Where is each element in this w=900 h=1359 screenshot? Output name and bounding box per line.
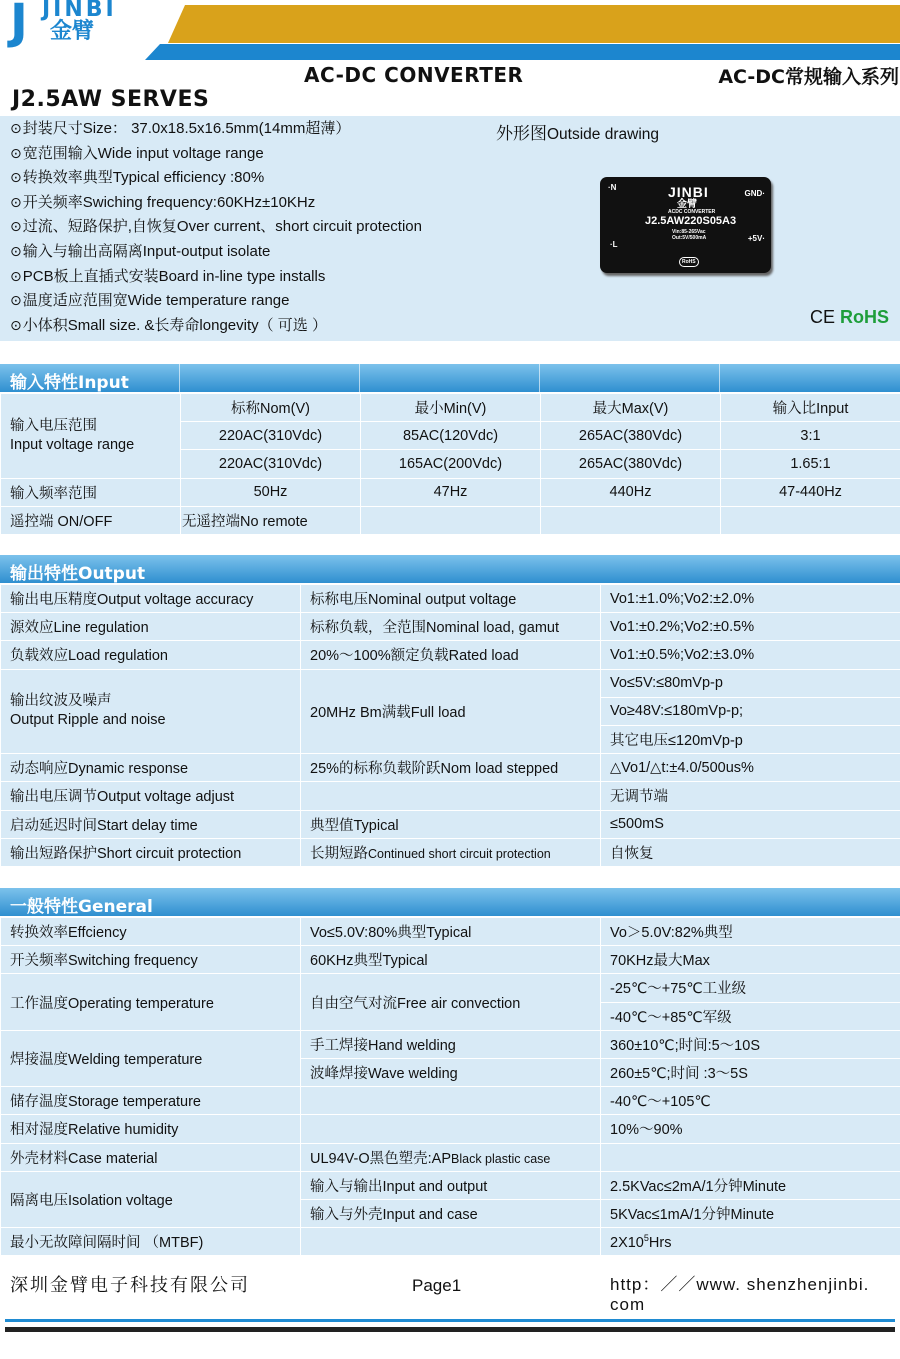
- table-cell: Vo1:±0.2%;Vo2:±0.5%: [601, 613, 900, 641]
- table-cell: [721, 506, 900, 534]
- table-cell: 输出电压精度Output voltage accuracy: [1, 585, 301, 613]
- table-cell: 启动延迟时间Start delay time: [1, 810, 301, 838]
- table-row: [1, 585, 900, 613]
- table-row: [1, 1030, 900, 1058]
- bullet-icon: ⊙: [10, 194, 22, 211]
- certifications: CE RoHS: [810, 307, 890, 327]
- table-cell: 265AC(380Vdc): [541, 422, 721, 450]
- table-cell: 输出电压调节Output voltage adjust: [1, 782, 301, 810]
- table-cell: 转换效率Effciency: [1, 918, 301, 946]
- company-logo: J JINBI 金臂: [10, 0, 117, 50]
- table-cell: 85AC(120Vdc): [361, 422, 541, 450]
- table-cell: [301, 1228, 601, 1256]
- table-row: [1, 394, 900, 422]
- table-cell: [301, 1115, 601, 1143]
- table-row: [1, 1143, 900, 1171]
- table-cell: ≤500mS: [601, 810, 900, 838]
- table-cell: 265AC(380Vdc): [541, 450, 721, 478]
- table-cell: [301, 782, 601, 810]
- table-cell: 输入与输出Input and output: [301, 1171, 601, 1199]
- bullet-icon: ⊙: [10, 145, 22, 162]
- table-cell: 隔离电压Isolation voltage: [1, 1171, 301, 1227]
- table-cell: 外壳材料Case material: [1, 1143, 301, 1171]
- table-cell: 自恢复: [601, 838, 900, 866]
- table-cell: [301, 1087, 601, 1115]
- bullet-icon: ⊙: [10, 219, 22, 236]
- table-row: [1, 946, 900, 974]
- table-row: [1, 669, 900, 697]
- table-row: [1, 754, 900, 782]
- table-cell: 50Hz: [181, 478, 361, 506]
- table-cell: 负载效应Load regulation: [1, 641, 301, 669]
- table-cell: 2.5KVac≤2mA/1分钟Minute: [601, 1171, 900, 1199]
- series-title: AC-DC常规输入系列: [718, 66, 899, 88]
- table-cell: 60KHz典型Typical: [301, 946, 601, 974]
- feature-item: ⊙封装尺寸Size： 37.0x18.5x16.5mm(14mm超薄）: [10, 120, 351, 137]
- features-panel: [0, 116, 900, 341]
- table-cell: 自由空气对流Free air convection: [301, 974, 601, 1030]
- table-cell: $2X10^5Hrs$: [601, 1228, 900, 1256]
- doc-title: AC-DC CONVERTER: [304, 63, 524, 87]
- table-cell: 47Hz: [361, 478, 541, 506]
- table-cell: 标称负载，全范围Nominal load, gamut: [301, 613, 601, 641]
- table-cell: 遥控端 ON/OFF: [1, 506, 181, 534]
- general-section-header: 一般特性General: [0, 888, 900, 917]
- input-section-header: 输入特性Input: [0, 364, 900, 393]
- input-table: [0, 393, 900, 535]
- table-cell: 10%～90%: [601, 1115, 900, 1143]
- table-cell: 440Hz: [541, 478, 721, 506]
- table-row: [1, 782, 900, 810]
- table-row: [1, 478, 900, 506]
- table-cell: 1.65:1: [721, 450, 900, 478]
- table-header: 最小Min(V): [361, 394, 541, 422]
- table-row: [1, 918, 900, 946]
- table-cell: -40℃～+105℃: [601, 1087, 900, 1115]
- bullet-icon: ⊙: [10, 317, 22, 334]
- table-cell: -25℃～+75℃工业级: [601, 974, 900, 1002]
- table-cell: 25%的标称负载阶跃Nom load stepped: [301, 754, 601, 782]
- table-cell: UL94V-O黑色塑壳:APBlack plastic case: [301, 1143, 601, 1171]
- table-cell: Vo1:±0.5%;Vo2:±3.0%: [601, 641, 900, 669]
- footer-divider: [5, 1327, 895, 1332]
- table-cell: Vo≤5V:≤80mVp-p: [601, 669, 900, 697]
- feature-list: [10, 118, 422, 339]
- website-link[interactable]: http：／／www. shenzhenjinbi. com: [610, 1275, 870, 1314]
- table-cell: Vo1:±1.0%;Vo2:±2.0%: [601, 585, 900, 613]
- feature-item: ⊙过流、短路保护,自恢复Over current、short circuit protection: [10, 218, 422, 236]
- table-cell: 波峰焊接Wave welding: [301, 1058, 601, 1086]
- table-cell: 开关频率Switching frequency: [1, 946, 301, 974]
- table-cell: 20MHz Bm满载Full load: [301, 669, 601, 754]
- voltage-range-label: 输入电压范围 Input voltage range: [1, 394, 181, 479]
- table-cell: 其它电压≤120mVp-p: [601, 725, 900, 753]
- ripple-label: 输出纹波及噪声 Output Ripple and noise: [1, 669, 301, 754]
- bullet-icon: ⊙: [10, 268, 22, 285]
- table-header: 最大Max(V): [541, 394, 721, 422]
- table-cell: 输入频率范围: [1, 478, 181, 506]
- table-cell: -40℃～+85℃军级: [601, 1002, 900, 1030]
- table-row: [1, 1115, 900, 1143]
- general-table: [0, 917, 900, 1256]
- feature-item: ⊙转换效率典型Typical efficiency :80%: [10, 169, 265, 187]
- bullet-icon: ⊙: [10, 121, 22, 137]
- table-cell: 70KHz最大Max: [601, 946, 900, 974]
- bullet-icon: ⊙: [10, 170, 22, 187]
- table-cell: [541, 506, 721, 534]
- table-cell: 相对湿度Relative humidity: [1, 1115, 301, 1143]
- table-cell: 工作温度Operating temperature: [1, 974, 301, 1030]
- table-cell: 标称电压Nominal output voltage: [301, 585, 601, 613]
- outside-drawing-label: 外形图Outside drawing: [496, 124, 660, 143]
- company-name: 深圳金臂电子科技有限公司: [10, 1275, 250, 1295]
- table-cell: 典型值Typical: [301, 810, 601, 838]
- page-header: [0, 0, 900, 112]
- table-cell: 5KVac≤1mA/1分钟Minute: [601, 1199, 900, 1227]
- table-row: [1, 1171, 900, 1199]
- table-row: [1, 838, 900, 866]
- table-cell: △Vo1/△t:±4.0/500us%: [601, 754, 900, 782]
- table-cell: 焊接温度Welding temperature: [1, 1030, 301, 1086]
- table-header: 输入比Input: [721, 394, 900, 422]
- feature-item: ⊙输入与输出高隔离Input-output isolate: [10, 242, 271, 260]
- table-cell: 无调节端: [601, 782, 900, 810]
- feature-item: ⊙温度适应范围宽Wide temperature range: [10, 292, 290, 310]
- table-row: [1, 1087, 900, 1115]
- table-cell: 无遥控端No remote: [181, 506, 361, 534]
- table-cell: Vo≤5.0V:80%典型Typical: [301, 918, 601, 946]
- feature-item: ⊙PCB板上直插式安装Board in-line type installs: [10, 267, 326, 285]
- output-section-header: 输出特性Output: [0, 555, 900, 584]
- table-cell: 220AC(310Vdc): [181, 450, 361, 478]
- product-image: ·N GND· JINBI 金臂 ACDC CONVERTER J2.5AW220S05A3 Vin:85-265Vac Out:5V/500mA ·L +5V· RoHS: [600, 177, 771, 273]
- table-row: [1, 506, 900, 534]
- feature-item: ⊙小体积Small size. &长寿命longevity（ 可选 ）: [10, 316, 327, 334]
- table-cell: 220AC(310Vdc): [181, 422, 361, 450]
- table-cell: Vo≥48V:≤180mVp-p;: [601, 697, 900, 725]
- table-cell: 360±10℃;时间:5～10S: [601, 1030, 900, 1058]
- model-title: J2.5AW SERVES: [12, 87, 210, 112]
- table-cell: Vo＞5.0V:82%典型: [601, 918, 900, 946]
- table-cell: 输入与外壳Input and case: [301, 1199, 601, 1227]
- output-table: [0, 584, 900, 867]
- footer-divider: [5, 1319, 895, 1322]
- table-cell: 165AC(200Vdc): [361, 450, 541, 478]
- table-row: [1, 641, 900, 669]
- table-cell: 动态响应Dynamic response: [1, 754, 301, 782]
- table-row: [1, 1228, 900, 1256]
- feature-item: ⊙宽范围输入Wide input voltage range: [10, 144, 264, 162]
- table-header: 标称Nom(V): [181, 394, 361, 422]
- page-number: Page1: [412, 1276, 462, 1295]
- table-row: [1, 974, 900, 1002]
- table-cell: [361, 506, 541, 534]
- table-cell: 260±5℃;时间 :3～5S: [601, 1058, 900, 1086]
- table-cell: 3:1: [721, 422, 900, 450]
- feature-item: ⊙开关频率Swiching frequency:60KHz±10KHz: [10, 193, 316, 211]
- table-cell: 最小无故障间隔时间 （MTBF): [1, 1228, 301, 1256]
- table-row: [1, 810, 900, 838]
- table-cell: 输出短路保护Short circuit protection: [1, 838, 301, 866]
- table-cell: 20%～100%额定负载Rated load: [301, 641, 601, 669]
- table-cell: 47-440Hz: [721, 478, 900, 506]
- table-row: [1, 613, 900, 641]
- table-cell: 储存温度Storage temperature: [1, 1087, 301, 1115]
- bullet-icon: ⊙: [10, 243, 22, 260]
- table-cell: 手工焊接Hand welding: [301, 1030, 601, 1058]
- table-cell: 长期短路Continued short circuit protection: [301, 838, 601, 866]
- table-cell: 源效应Line regulation: [1, 613, 301, 641]
- bullet-icon: ⊙: [10, 293, 22, 310]
- table-cell: [601, 1143, 900, 1171]
